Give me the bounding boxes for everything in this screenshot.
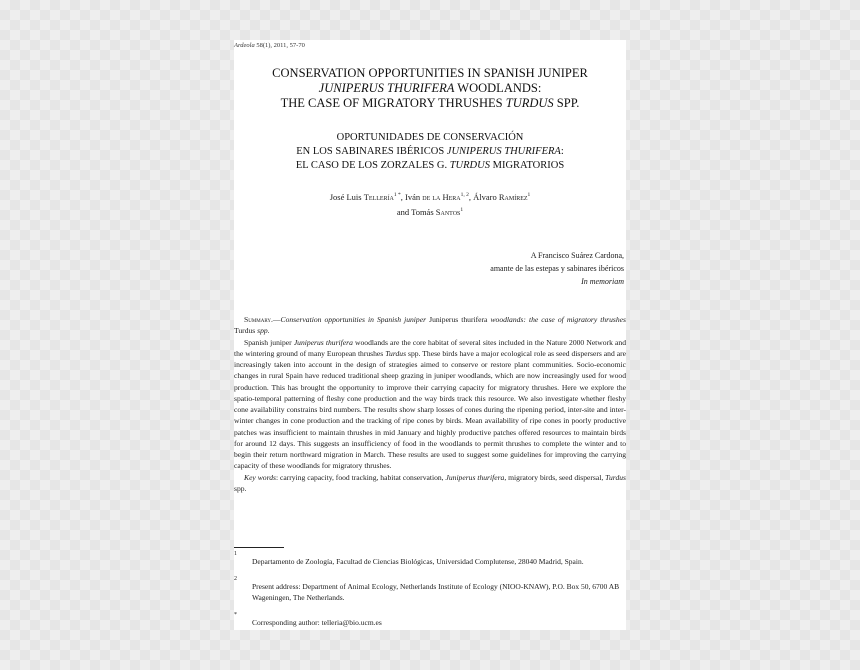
- footnote-1-text: Departamento de Zoología, Facultad de Ciencias Biológicas, Universidad Complutense, 28040 Madrid, Spain.: [252, 557, 584, 566]
- author-1-last: Tellería: [363, 192, 394, 202]
- key-words-text: : carrying capacity, food tracking, habitat conservation,: [276, 472, 446, 482]
- author-conjunction: and: [396, 207, 412, 217]
- author-3-last: Ramírez: [498, 192, 528, 202]
- key-words-genus: Turdus: [605, 472, 626, 482]
- dedication-line-2: amante de las estepas y sabinares ibéricos: [490, 264, 624, 273]
- title-line-3-pre: THE CASE OF MIGRATORY THRUSHES: [280, 96, 506, 110]
- footnote-3-text: Corresponding author: telleria@bio.ucm.es: [252, 618, 382, 627]
- spanish-title-line-1: OPORTUNIDADES DE CONSERVACIÓN: [336, 132, 524, 143]
- key-words: [234, 472, 626, 495]
- key-words-label: Key words: [244, 472, 276, 482]
- title-species: JUNIPERUS THURIFERA: [318, 81, 455, 95]
- summary-heading: [234, 314, 626, 337]
- authors-line-1: [234, 190, 626, 204]
- abstract-body: [234, 337, 626, 472]
- spanish-title-line-3: [234, 159, 626, 173]
- spanish-title-genus: TURDUS: [449, 160, 490, 171]
- summary-dash: —: [272, 315, 281, 324]
- spanish-title-line-3-post: MIGRATORIOS: [489, 160, 565, 171]
- author-separator: ,: [468, 192, 474, 202]
- author-4-affiliation: 1: [460, 207, 464, 214]
- author-separator: ,: [400, 192, 406, 202]
- summary-title-species: Juniperus thurifera: [429, 315, 488, 324]
- author-3-affiliation: 1: [527, 192, 531, 199]
- key-words-text: spp.: [234, 483, 247, 493]
- author-2-affiliation: 1, 2: [460, 192, 469, 199]
- abstract-text: woodlands are the core habitat of several sites included in the Nature 2000 Network and the wintering ground of many European thrushes: [234, 337, 626, 358]
- spanish-title-line-2-pre: EN LOS SABINARES IBÉRICOS: [296, 146, 447, 157]
- author-4-first: Tomás: [411, 207, 436, 217]
- abstract-text: Spanish juniper: [244, 337, 294, 347]
- footnote-1: 1 Departamento de Zoología, Facultad de Ciencias Biológicas, Universidad Complutense, 28040 Madrid, Spain.: [234, 556, 626, 567]
- footnote-2-text: Present address: Department of Animal Ecology, Netherlands Institute of Ecology (NIOO-KNAW), P.O. Box 50, 6700 AB Wageningen, The Netherlands.: [252, 582, 620, 602]
- title-line-3-post: SPP.: [553, 96, 580, 110]
- dedication-line-1: A Francisco Suárez Cardona,: [530, 251, 624, 260]
- summary-label: Summary.: [244, 315, 273, 324]
- author-2-first: Iván: [405, 192, 423, 202]
- author-1-first: José Luis: [329, 192, 364, 202]
- journal-reference: [234, 42, 305, 49]
- dedication-line-3: [581, 275, 624, 288]
- title-line-3: [234, 96, 626, 111]
- author-2-last: de la Hera: [422, 192, 461, 202]
- author-4-last: Santos: [435, 207, 461, 217]
- abstract-text: spp. These birds have a major ecological role as seed dispersers and are increasingly taken into account in the design of strategies aimed to conserve or restore plant communities. Socio-economic changes in rural Spain have reduced traditional sheep grazing in juniper woodlands, which are now increasingly used for wood production. This has brought the opportunity to improve their carrying capacity for migratory thrushes. Here we explore the spatio-temporal patterning of fleshy cone production and the way birds track this resource. We also investigate whether fleshy cone availability constrains bird numbers. The results show sharp losses of cones during the ripening period, inter-site and inter-winter changes in cone production and the tracking of ripe cones by birds. Mean availability of ripe cones in poorly productive patches was insufficient to maintain thrushes in mid January and highly productive patches offered resources to maintain birds for around 12 days. This suggests an insufficiency of food in the woodlands to permit thrushes to complete the winter and to begin their return northward migration in March. These results are used to suggest some guidelines for improving the carrying capacity of these woodlands for migratory thrushes.: [234, 348, 626, 471]
- author-3-first: Álvaro: [473, 192, 499, 202]
- footnote-3: * Corresponding author: telleria@bio.ucm.es: [234, 617, 626, 628]
- author-1-affiliation: 1 *: [393, 192, 401, 199]
- journal-issue: 58(1), 2011, 57-70: [254, 42, 305, 49]
- title-genus: TURDUS: [505, 96, 554, 110]
- abstract-species: Juniperus thurifera: [293, 337, 353, 347]
- summary-title-genus: Turdus: [234, 326, 256, 336]
- authors-line-2: [234, 205, 626, 219]
- footnote-rule: [234, 547, 284, 548]
- spanish-title-line-2: [234, 145, 626, 159]
- abstract-genus: Turdus: [385, 348, 407, 358]
- key-words-species: Juniperus thurifera: [445, 472, 505, 482]
- spanish-title-species: JUNIPERUS THURIFERA: [446, 146, 561, 157]
- spanish-title-line-3-pre: EL CASO DE LOS ZORZALES G.: [295, 160, 450, 171]
- title-line-2: [234, 81, 626, 96]
- title-line-2-rest: WOODLANDS:: [454, 81, 542, 95]
- journal-name: Ardeola: [234, 42, 255, 49]
- title-line-1: CONSERVATION OPPORTUNITIES IN SPANISH JUNIPER: [272, 66, 588, 80]
- footnote-2: 2 Present address: Department of Animal Ecology, Netherlands Institute of Ecology (NIOO-KNAW), P.O. Box 50, 6700 AB Wageningen, The Netherlands.: [234, 581, 626, 603]
- abstract: [234, 314, 626, 494]
- spanish-title-line-2-post: :: [560, 146, 564, 157]
- dedication-in-memoriam: In memoriam: [581, 277, 624, 286]
- summary-title-part: woodlands: the case of migratory thrushes: [487, 315, 626, 324]
- summary-title-part: spp.: [255, 326, 270, 336]
- summary-title-part: Conservation opportunities in Spanish juniper: [280, 315, 430, 324]
- key-words-text: , migratory birds, seed dispersal,: [504, 472, 606, 482]
- paper-page: [234, 40, 626, 630]
